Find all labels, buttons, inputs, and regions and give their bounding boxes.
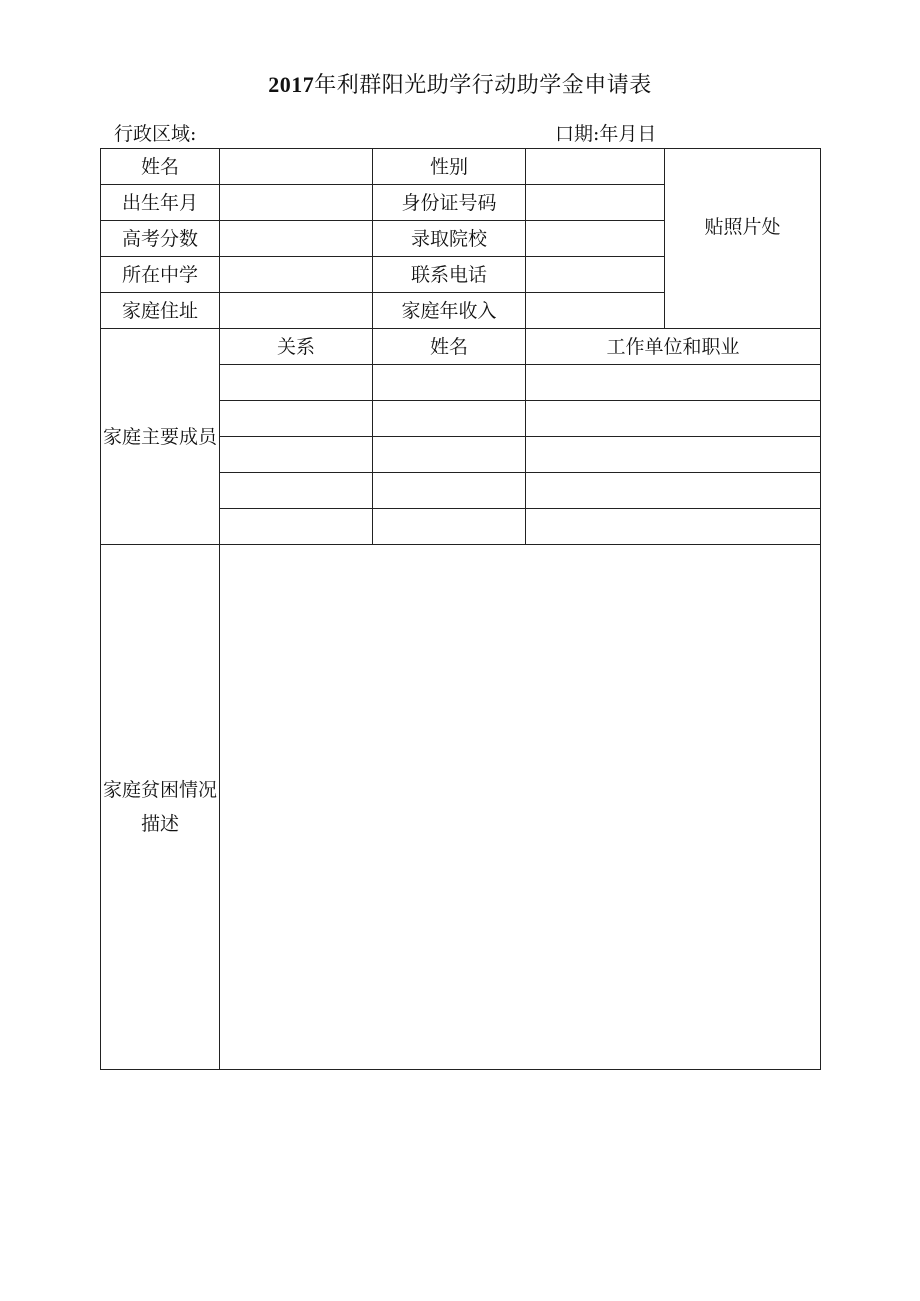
family-name-cell[interactable] <box>373 509 526 545</box>
family-section-label: 家庭主要成员 <box>101 329 220 545</box>
row-name <box>101 149 821 185</box>
family-relation-cell[interactable] <box>220 365 373 401</box>
family-name-cell[interactable] <box>373 401 526 437</box>
application-form <box>100 148 821 1070</box>
title-text: 年利群阳光助学行动助学金申请表 <box>314 73 652 98</box>
score-label: 高考分数 <box>101 221 220 257</box>
college-label: 录取院校 <box>373 221 526 257</box>
poverty-section-label: 家庭贫困情况描述 <box>101 545 220 1070</box>
photo-area[interactable] <box>665 149 821 329</box>
date-label: 口期:年月日 <box>555 123 657 145</box>
birth-field[interactable] <box>220 185 373 221</box>
family-name-cell[interactable] <box>373 437 526 473</box>
income-field[interactable] <box>526 293 665 329</box>
region-label: 行政区域: <box>114 123 197 145</box>
family-relation-cell[interactable] <box>220 509 373 545</box>
id-label: 身份证号码 <box>373 185 526 221</box>
birth-label: 出生年月 <box>101 185 220 221</box>
title-year: 2017 <box>268 72 315 97</box>
income-label: 家庭年收入 <box>373 293 526 329</box>
family-relation-cell[interactable] <box>220 437 373 473</box>
poverty-description-field[interactable] <box>220 545 821 1070</box>
family-work-cell[interactable] <box>526 473 821 509</box>
family-relation-cell[interactable] <box>220 401 373 437</box>
family-name-cell[interactable] <box>373 473 526 509</box>
family-work-cell[interactable] <box>526 401 821 437</box>
family-work-cell[interactable] <box>526 509 821 545</box>
address-label: 家庭住址 <box>101 293 220 329</box>
family-work-cell[interactable] <box>526 365 821 401</box>
gender-field[interactable] <box>526 149 665 185</box>
school-label: 所在中学 <box>101 257 220 293</box>
id-field[interactable] <box>526 185 665 221</box>
photo-label: 贴照片处 <box>704 215 781 238</box>
family-relation-cell[interactable] <box>220 473 373 509</box>
phone-label: 联系电话 <box>373 257 526 293</box>
family-header-row <box>101 329 821 365</box>
page-title <box>0 70 920 101</box>
college-field[interactable] <box>526 221 665 257</box>
school-field[interactable] <box>220 257 373 293</box>
name-label: 姓名 <box>101 149 220 185</box>
poverty-row <box>101 545 821 1070</box>
family-col-relation: 关系 <box>220 329 373 365</box>
family-work-cell[interactable] <box>526 437 821 473</box>
phone-field[interactable] <box>526 257 665 293</box>
score-field[interactable] <box>220 221 373 257</box>
family-col-name: 姓名 <box>373 329 526 365</box>
family-name-cell[interactable] <box>373 365 526 401</box>
family-col-work: 工作单位和职业 <box>526 329 821 365</box>
address-field[interactable] <box>220 293 373 329</box>
name-field[interactable] <box>220 149 373 185</box>
gender-label: 性别 <box>373 149 526 185</box>
